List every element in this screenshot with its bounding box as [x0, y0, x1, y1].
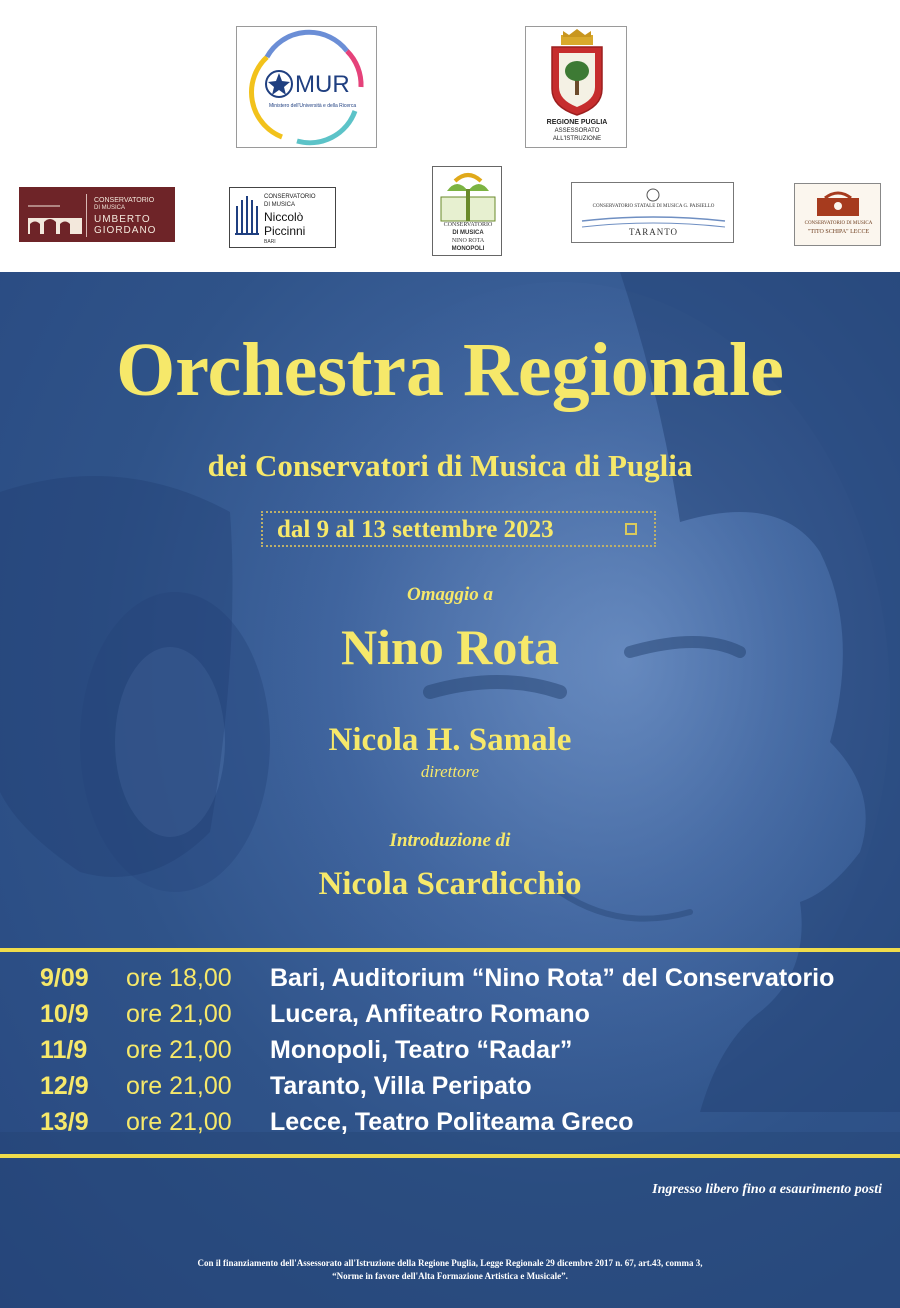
homage-name: Nino Rota [340, 619, 560, 675]
schedule-date: 11/9 [40, 1036, 88, 1064]
rota-line1: CONSERVATORIO [443, 222, 493, 228]
giordano-line1: CONSERVATORIO [94, 197, 155, 204]
schedule-date: 9/09 [40, 964, 89, 992]
conservatorio-taranto-logo [571, 182, 734, 243]
conservatorio-piccinni-logo [229, 187, 336, 248]
schedule-time: ore 21,00 [126, 1000, 232, 1028]
piccinni-line4: Piccinni [264, 224, 306, 238]
schedule-row [0, 1036, 900, 1073]
conductor-name: Nicola H. Samale [328, 722, 572, 758]
schedule-time: ore 21,00 [126, 1036, 232, 1064]
schedule-row [0, 1108, 900, 1145]
piccinni-line5: BARI [264, 239, 276, 245]
schedule-venue: Monopoli, Teatro “Radar” [270, 1036, 573, 1064]
schedule-time: ore 18,00 [126, 964, 232, 992]
homage-label: Omaggio a [406, 584, 494, 605]
schedule-venue: Lucera, Anfiteatro Romano [270, 1000, 590, 1028]
conservatorio-rota-logo [432, 166, 502, 256]
giordano-line4: GIORDANO [94, 225, 157, 236]
puglia-line1: REGIONE PUGLIA [546, 119, 608, 126]
schedule-row [0, 964, 900, 1001]
schipa-line2: "TITO SCHIPA" LECCE [807, 229, 870, 235]
schipa-emblem-icon [795, 184, 881, 224]
funding-note-line1: Con il finanziamento dell'Assessorato all'Istruzione della Regione Puglia, Legge Regionale 29 dicembre 2017 n. 67, art.43, comma 3, [197, 1258, 703, 1268]
conductor-role: direttore [420, 762, 480, 781]
schipa-line1: CONSERVATORIO DI MUSICA [804, 221, 873, 226]
conservatorio-schipa-logo [794, 183, 881, 246]
mur-logo [236, 26, 377, 148]
giordano-line3: UMBERTO [94, 214, 151, 225]
poster [0, 272, 900, 1308]
rota-line3: NINO ROTA [451, 238, 485, 244]
schedule-top-rule [0, 948, 900, 952]
schedule-time: ore 21,00 [126, 1072, 232, 1100]
schedule-bottom-rule [0, 1154, 900, 1158]
schedule-venue: Bari, Auditorium “Nino Rota” del Conservatorio [270, 964, 835, 992]
conservatorio-giordano-logo [19, 187, 175, 242]
piccinni-line1: CONSERVATORIO [264, 194, 316, 200]
rota-line2: DI MUSICA [452, 230, 484, 236]
taranto-line1: CONSERVATORIO STATALE DI MUSICA G. PAISIELLO [592, 204, 715, 209]
mur-name: MUR [295, 71, 350, 98]
schedule-list [0, 964, 900, 1144]
intro-label: Introduzione di [389, 830, 511, 851]
giordano-line2: DI MUSICA [94, 205, 126, 211]
intro-name: Nicola Scardicchio [318, 866, 582, 902]
event-dates-box [261, 511, 656, 547]
schedule-venue: Lecce, Teatro Politeama Greco [270, 1108, 634, 1136]
puglia-line3: ALL'ISTRUZIONE [552, 136, 602, 142]
piccinni-line2: DI MUSICA [264, 202, 296, 208]
event-dates: dal 9 al 13 settembre 2023 [277, 516, 554, 543]
poster-title: Orchestra Regionale [116, 328, 784, 412]
schedule-date: 12/9 [40, 1072, 89, 1100]
organ-pipes-icon [230, 188, 262, 248]
poster-subtitle: dei Conservatori di Musica di Puglia [207, 448, 693, 483]
schedule-row [0, 1000, 900, 1037]
calendar-icon [625, 523, 637, 535]
rota-line4: MONOPOLI [451, 246, 485, 252]
puglia-line2: ASSESSORATO [554, 128, 600, 134]
nino-rota-portrait [0, 272, 900, 1308]
mur-subtitle: Ministero dell'Università e della Ricerca [269, 103, 357, 109]
funding-note-line2: “Norme in favore dell'Alta Formazione Artistica e Musicale”. [332, 1271, 568, 1281]
puglia-crest-icon [526, 27, 627, 117]
logo-header [0, 0, 900, 272]
regione-puglia-logo [525, 26, 627, 148]
taranto-line2: TARANTO [628, 227, 679, 237]
piccinni-line3: Niccolò [264, 210, 304, 224]
schedule-time: ore 21,00 [126, 1108, 232, 1136]
schedule-row [0, 1072, 900, 1109]
admission-note: Ingresso libero fino a esaurimento posti [652, 1182, 882, 1197]
schedule-date: 10/9 [40, 1000, 89, 1028]
schedule-date: 13/9 [40, 1108, 89, 1136]
schedule-venue: Taranto, Villa Peripato [270, 1072, 532, 1100]
giordano-building-icon [20, 188, 90, 242]
